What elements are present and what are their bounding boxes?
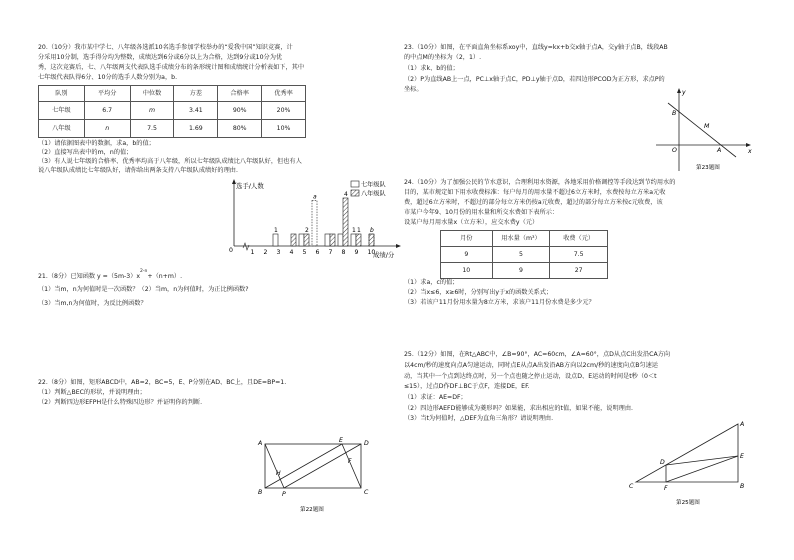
q20-question-3b: 说八年级队成绩比七年级队好，请你给出两条支持八年级队成绩好的理由. xyxy=(38,167,238,174)
table-row xyxy=(441,247,608,263)
q20-question-1: （1）请依据图表中的数据，求a，b的值； xyxy=(38,140,155,147)
table-cell: 9 xyxy=(492,263,550,279)
table-header-row xyxy=(441,231,608,247)
table-cell: m xyxy=(130,102,174,120)
q23-line-4: （2）P为直线AB上一点，PC⊥x轴于点C，PD⊥y轴于点D，若四边形PCOD为正方形，求点P的 xyxy=(404,76,665,83)
x-tick-label: 8 xyxy=(341,249,346,256)
table-cell: 20% xyxy=(262,102,306,120)
label-h: H xyxy=(276,470,281,477)
bar-series-2 xyxy=(330,234,335,246)
q21-formula-tail: +（n+m）. xyxy=(147,273,183,280)
q20-line-3: 秀，这次竞赛后，七、八年级两支代表队选手成绩分布的条形统计图和成绩统计分析表如下，其中 xyxy=(38,64,305,71)
table-header-cell: 用水量（m³） xyxy=(492,231,550,247)
segment-fe xyxy=(666,456,738,482)
label-f: F xyxy=(348,458,352,465)
q21-exponent: 2-n xyxy=(140,269,148,274)
y-axis-arrow xyxy=(677,88,681,93)
q20-question-2: （2）直接写出表中的m，n的值； xyxy=(38,149,133,156)
table-cell: 7.5 xyxy=(550,247,608,263)
x-axis-arrow xyxy=(746,143,751,147)
q24-line-5: 设某户每月用水量x（立方米），应交水费y（元） xyxy=(404,219,539,226)
table-header-cell: 方差 xyxy=(174,86,218,102)
bar-value-label: 2 xyxy=(305,227,309,234)
bar-series-1 xyxy=(325,234,330,246)
label-y: y xyxy=(682,89,686,96)
table-cell: 10% xyxy=(262,120,306,138)
table-row xyxy=(39,102,306,120)
q20-line-1: 20.（10分）我市某中学七、八年级各选派10名选手参加学校举办的“爱我中国”知识竞赛，计 xyxy=(38,44,293,51)
label-b: B xyxy=(258,489,263,496)
q23-line-2: 的中点M的坐标为（2，1）. xyxy=(404,54,482,61)
label-p: P xyxy=(282,491,286,498)
bar-value-label: 4 xyxy=(344,191,348,198)
q25-line-5: （1）求证：AE=DF； xyxy=(404,394,467,401)
table-cell: 90% xyxy=(218,102,262,120)
label-b: B xyxy=(672,110,677,117)
q20-question-3a: （3）有人说七年级的合格率、优秀率均高于八年级，所以七年级队成绩比八年级队好，但也有人 xyxy=(38,158,302,165)
q25-triangle-figure xyxy=(626,420,760,520)
q24-question-1: （1）求a，c的值； xyxy=(404,279,459,286)
q25-line-2: 以4cm/秒的速度向点A匀速运动，同时点E从点A出发沿AB方向以2cm/秒的速度向点B匀速运 xyxy=(404,362,658,369)
bar-series-1 xyxy=(299,234,304,246)
label-a: A xyxy=(258,440,263,447)
q24-question-3: （3）若该户11月份用水量为8立方米，求该户11月份水费是多少元？ xyxy=(404,299,595,306)
x-axis-arrow xyxy=(396,244,401,248)
table-cell: 9 xyxy=(441,247,493,263)
segment-pd xyxy=(284,444,361,488)
x-tick-label: 3 xyxy=(276,249,281,256)
chart-bars xyxy=(273,191,374,246)
bar-unknown-value xyxy=(312,200,317,246)
q21-line-1 xyxy=(38,267,182,282)
q25-line-7: （3）当t为何值时，△DEF为直角三角形？请说明理由. xyxy=(404,415,554,422)
line-ab xyxy=(668,103,736,157)
x-tick-label: 4 xyxy=(289,249,294,256)
x-tick-label: 6 xyxy=(315,249,320,256)
bar-series-2 xyxy=(304,234,309,246)
q25-caption: 第25题图 xyxy=(676,500,700,506)
label-d: D xyxy=(364,440,369,447)
q25-line-1: 25.（12分）如图，在Rt△ABC中，∠B=90°，AC=60cm，∠A=60°，点D从点C出发沿CA方向 xyxy=(404,351,671,358)
legend-swatch-series-2 xyxy=(351,190,359,196)
bar-series-2 xyxy=(291,234,296,246)
table-cell: 7.5 xyxy=(130,120,174,138)
table-header-cell: 队别 xyxy=(39,86,85,102)
segment-ap xyxy=(265,444,284,488)
label-c: C xyxy=(629,483,634,490)
q21-line-3: （3）当m,n为何值时，为反比例函数？ xyxy=(38,300,147,307)
q24-question-2: （2）当x≤6，x≥6时，分别写出y于x的函数关系式； xyxy=(404,289,553,296)
table-header-cell: 中位数 xyxy=(130,86,174,102)
x-tick-label: 2 xyxy=(263,249,268,256)
q25-line-4: ≤15），过点D作DF⊥BC于点F，连接DE，EF. xyxy=(404,383,530,390)
label-a: A xyxy=(717,147,722,154)
bar-series-2 xyxy=(343,198,348,246)
x-tick-label: 7 xyxy=(328,249,333,256)
rectangle-abcd xyxy=(265,444,361,488)
label-b: B xyxy=(740,483,745,490)
table-cell: n xyxy=(84,120,130,138)
table-cell: 27 xyxy=(550,263,608,279)
bar-series-1 xyxy=(351,234,356,246)
x-tick-label: 9 xyxy=(354,249,359,256)
legend-swatch-series-1 xyxy=(351,181,359,187)
bar-value-label: a xyxy=(313,193,317,201)
x-tick-label: 1 xyxy=(250,249,255,256)
label-o: O xyxy=(672,147,677,154)
label-d: D xyxy=(660,459,665,466)
bar-series-2 xyxy=(356,234,361,246)
segment-be xyxy=(265,444,342,488)
q24-line-2: 目的，某市规定如下用水收费标准：每户每月的用水量不超过6立方米时，水费按每立方米a元收 xyxy=(404,189,666,196)
label-c: C xyxy=(364,489,369,496)
label-m: M xyxy=(704,123,710,130)
table-cell: 10 xyxy=(441,263,493,279)
legend-label-series-1: 七年级队 xyxy=(361,181,386,189)
table-header-cell: 优秀率 xyxy=(262,86,306,102)
triangle-abc xyxy=(636,424,738,482)
table-header-cell: 收费（元） xyxy=(550,231,608,247)
chart-origin-label: 0 xyxy=(229,247,233,254)
q24-line-1: 24.（10分）为了加强公民的节水意识，合理利用水资源，各地采用价格调控等手段达到节约用水的 xyxy=(404,179,676,186)
table-header-cell: 合格率 xyxy=(218,86,262,102)
bar-series-1 xyxy=(338,234,343,246)
q23-line-5: 坐标。 xyxy=(404,86,423,93)
q24-line-3: 费，超过6立方米时，不超过的部分每立方米仍按a元收费，超过的部分每立方米按c元收费，该 xyxy=(404,199,663,206)
q23-coordinate-figure xyxy=(652,85,756,175)
bar-series-2 xyxy=(369,234,374,246)
table-header-cell: 月份 xyxy=(441,231,493,247)
bar-value-label: b xyxy=(370,227,374,234)
label-x: x xyxy=(748,148,752,155)
label-a: A xyxy=(740,421,745,428)
bar-value-label: 1 xyxy=(352,227,356,234)
q22-rectangle-figure xyxy=(256,436,376,518)
q25-line-6: （2）四边形AEFD能够成为菱形吗？如果能，求出相应的t值，如果不能，说明理由. xyxy=(404,405,633,412)
table-cell: 5 xyxy=(492,247,550,263)
q20-bar-chart xyxy=(196,176,406,266)
segment-de xyxy=(666,456,738,465)
q21-formula: 21.（8分）已知函数 y =（5m-3）x xyxy=(38,273,141,280)
label-e: E xyxy=(740,453,744,460)
bar-value-label: 1 xyxy=(357,227,361,234)
chart-legend xyxy=(351,181,387,198)
table-cell: 6.7 xyxy=(84,102,130,120)
table-row xyxy=(441,263,608,279)
bar-value-label: 1 xyxy=(274,227,278,234)
q24-water-table xyxy=(440,230,608,279)
label-f: F xyxy=(664,485,668,492)
q23-caption: 第23题图 xyxy=(696,165,720,171)
table-cell: 八年级 xyxy=(39,120,85,138)
q22-line-1: 22.（8分）如图，矩形ABCD中，AB=2，BC=5，E、P分别在AD、BC上，且DE=BP=1. xyxy=(38,379,287,386)
q20-line-2: 分采用10分制，选手得分均为整数，成绩达到6分或6分以上为合格，达到9分或10分为优 xyxy=(38,54,283,61)
q23-line-1: 23.（10分）如图，在平面直角坐标系xoy中，直线y=kx+b交x轴于点A，交y轴于点B，线段AB xyxy=(404,44,668,51)
table-cell: 1.69 xyxy=(174,120,218,138)
table-row xyxy=(39,120,306,138)
bar-series-1 xyxy=(273,234,278,246)
label-e: E xyxy=(339,437,343,444)
table-cell: 七年级 xyxy=(39,102,85,120)
segment-ec xyxy=(342,444,361,488)
table-cell: 3.41 xyxy=(174,102,218,120)
q22-caption: 第22题图 xyxy=(300,507,324,513)
q23-line-3: （1）求k、b的值； xyxy=(404,65,459,72)
axis-break-mark xyxy=(243,243,249,250)
table-header-cell: 平均分 xyxy=(84,86,130,102)
chart-y-label: 选手/人数 xyxy=(236,182,264,190)
q25-line-3: 动，当其中一个点到达终点时，另一个点也随之停止运动，设点D、E运动的时间是t秒（0＜t xyxy=(404,373,657,380)
x-tick-label: 10 xyxy=(367,249,376,256)
chart-x-label: 成绩/分 xyxy=(373,251,395,259)
table-header-row xyxy=(39,86,306,102)
table-cell: 80% xyxy=(218,120,262,138)
q20-line-4: 七年级代表队得6分、10分的选手人数分别为a，b. xyxy=(38,74,178,81)
legend-label-series-2: 八年级队 xyxy=(361,190,386,198)
q20-stats-table xyxy=(38,85,306,138)
chart-ticks xyxy=(251,249,376,256)
q24-line-4: 市某户今年9、10月份的用水量和所交水费如下表所示： xyxy=(404,209,559,216)
q22-line-2: （1）判断△BEC的形状，并说明理由； xyxy=(38,389,146,396)
x-tick-label: 5 xyxy=(302,249,307,256)
q22-line-3: （2）判断四边形EFPH是什么特殊四边形？并证明你的判断. xyxy=(38,399,203,406)
q21-line-2: （1）当m，n为何值时是一次函数？（2）当m，n为何值时，为正比例函数? xyxy=(38,286,249,293)
